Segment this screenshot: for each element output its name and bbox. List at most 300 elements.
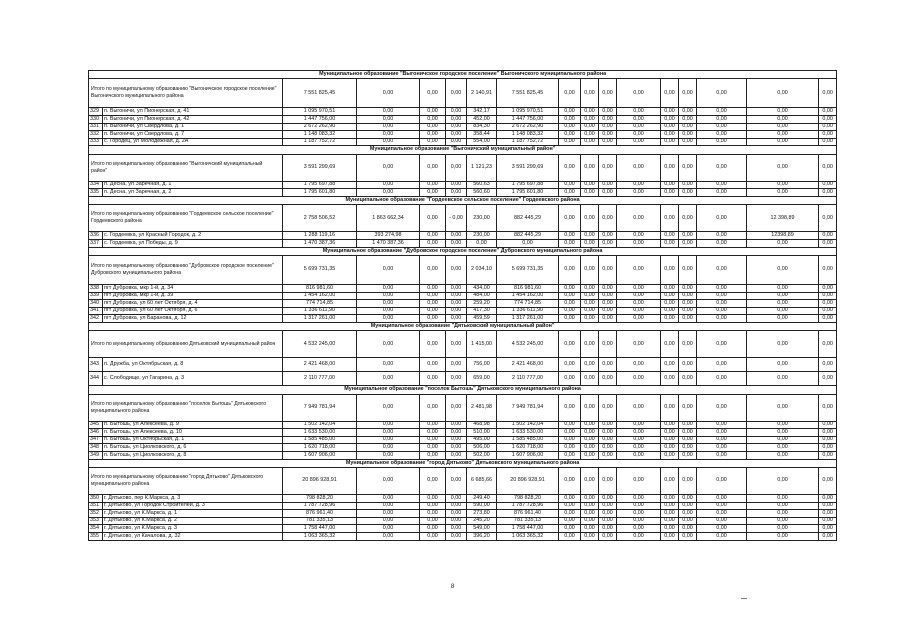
value-cell: 0,00 <box>819 525 837 533</box>
value-cell: 0,00 <box>697 372 747 386</box>
value-cell: 0,00 <box>446 115 467 123</box>
total-cell: 0,00 <box>661 79 679 108</box>
total-cell: 0,00 <box>559 255 581 284</box>
value-cell: 0,00 <box>697 181 747 189</box>
value-cell: 0,00 <box>661 358 679 372</box>
value-cell: 0,00 <box>679 495 697 503</box>
row-number: 335 <box>89 189 103 197</box>
value-cell: 0,00 <box>617 444 661 452</box>
value-cell: 0,00 <box>747 372 819 386</box>
address-cell: с. Слободище, ул Гагарина, д. 3 <box>103 372 283 386</box>
value-cell: 0,00 <box>697 239 747 247</box>
value-cell: 0,00 <box>420 181 446 189</box>
value-cell: 0,00 <box>559 123 581 131</box>
value-cell: 0,00 <box>581 292 599 300</box>
value-cell: 560,60 <box>467 189 497 197</box>
value-cell: 0,00 <box>420 495 446 503</box>
value-cell: 245,20 <box>467 517 497 525</box>
value-cell: 1 317 261,00 <box>283 315 357 323</box>
value-cell: 0,00 <box>446 284 467 292</box>
value-cell: 434,00 <box>467 284 497 292</box>
value-cell: 0,00 <box>599 115 617 123</box>
value-cell: 0,00 <box>819 189 837 197</box>
value-cell: 0,00 <box>661 517 679 525</box>
value-cell: 0,00 <box>679 239 697 247</box>
value-cell: 0,00 <box>819 315 837 323</box>
total-cell: 0,00 <box>697 255 747 284</box>
value-cell: 816 981,60 <box>283 284 357 292</box>
value-cell: 0,00 <box>420 292 446 300</box>
value-cell: 0,00 <box>446 532 467 540</box>
value-cell: 1 795 697,88 <box>283 181 357 189</box>
value-cell: 0,00 <box>420 358 446 372</box>
value-cell: 0,00 <box>617 284 661 292</box>
row-number: 334 <box>89 181 103 189</box>
value-cell: 0,00 <box>559 532 581 540</box>
total-cell: 0,00 <box>661 468 679 495</box>
value-cell: 0,00 <box>661 502 679 510</box>
value-cell: 0,00 <box>599 358 617 372</box>
total-cell: 230,00 <box>467 205 497 232</box>
value-cell: 0,00 <box>617 131 661 139</box>
value-cell: 0,00 <box>420 131 446 139</box>
value-cell: 1 063 365,32 <box>283 532 357 540</box>
value-cell: 0,00 <box>697 444 747 452</box>
value-cell: 0,00 <box>559 452 581 460</box>
value-cell: 0,00 <box>446 189 467 197</box>
total-cell: 0,00 <box>581 255 599 284</box>
value-cell: 0,00 <box>679 452 697 460</box>
value-cell: 0,00 <box>446 181 467 189</box>
value-cell: 0,00 <box>599 307 617 315</box>
value-cell: 0,00 <box>581 429 599 437</box>
value-cell: 0,00 <box>357 108 420 116</box>
total-cell: 0,00 <box>599 79 617 108</box>
value-cell: 0,00 <box>661 315 679 323</box>
total-cell: 0,00 <box>819 154 837 181</box>
section-header: Муниципальное образование "Дубровское городское поселение" Дубровского муниципального района <box>89 247 837 255</box>
value-cell: 0,00 <box>357 123 420 131</box>
value-cell: 0,00 <box>581 517 599 525</box>
value-cell: 0,00 <box>357 452 420 460</box>
total-label: Итого по муниципальному образованию "город Дятьково" Дятьковского муниципального района <box>89 468 283 495</box>
value-cell: 0,00 <box>747 284 819 292</box>
value-cell: 273,80 <box>467 510 497 518</box>
value-cell: 0,00 <box>446 292 467 300</box>
value-cell: 774 714,85 <box>497 300 559 308</box>
value-cell: 0,00 <box>357 292 420 300</box>
value-cell: 0,00 <box>819 232 837 240</box>
value-cell: 0,00 <box>697 502 747 510</box>
total-cell: 0,00 <box>819 331 837 358</box>
value-cell: 0,00 <box>661 421 679 429</box>
value-cell: 0,00 <box>599 315 617 323</box>
value-cell: 0,00 <box>599 510 617 518</box>
section-header-row <box>89 386 837 394</box>
value-cell: 0,00 <box>357 502 420 510</box>
address-cell: п. Выгоничи, ул Свердлова, д. 7 <box>103 131 283 139</box>
table-row <box>89 181 837 189</box>
value-cell: 1 095 970,51 <box>283 108 357 116</box>
value-cell: 2 421 468,00 <box>283 358 357 372</box>
row-number: 329 <box>89 108 103 116</box>
value-cell: 1 787 728,96 <box>283 502 357 510</box>
value-cell: 0,00 <box>617 239 661 247</box>
value-cell: 0,00 <box>559 284 581 292</box>
address-cell: г. Дятьково, ул Городок Строителей, д. 3 <box>103 502 283 510</box>
value-cell: 0,00 <box>446 421 467 429</box>
value-cell: 0,00 <box>559 315 581 323</box>
row-number: 337 <box>89 239 103 247</box>
value-cell: 0,00 <box>357 358 420 372</box>
value-cell: 1 148 083,32 <box>497 131 559 139</box>
value-cell: 0,00 <box>420 138 446 146</box>
value-cell: 0,00 <box>559 239 581 247</box>
total-label: Итого по муниципальному образованию "Выгоничское городское поселение" Выгоничского муниципального района <box>89 79 283 108</box>
value-cell: 1 454 162,00 <box>283 292 357 300</box>
value-cell: 0,00 <box>819 108 837 116</box>
value-cell: 1 795 601,80 <box>283 189 357 197</box>
value-cell: 0,00 <box>617 372 661 386</box>
value-cell: 0,00 <box>357 138 420 146</box>
value-cell: 0,00 <box>446 307 467 315</box>
value-cell: 0,00 <box>446 525 467 533</box>
table-row <box>89 495 837 503</box>
value-cell: 0,00 <box>497 239 559 247</box>
value-cell: 0,00 <box>661 510 679 518</box>
value-cell: 0,00 <box>581 502 599 510</box>
value-cell: 0,00 <box>559 181 581 189</box>
value-cell: 0,00 <box>446 517 467 525</box>
value-cell: 0,00 <box>661 429 679 437</box>
total-cell: 0,00 <box>446 255 467 284</box>
row-number: 347 <box>89 436 103 444</box>
value-cell: 1 095 970,51 <box>497 108 559 116</box>
section-header: Муниципальное образование "город Дятьково" Дятьковского муниципального района <box>89 459 837 467</box>
total-cell: 0,00 <box>357 79 420 108</box>
row-number: 351 <box>89 502 103 510</box>
total-cell: 0,00 <box>819 79 837 108</box>
value-cell: 0,00 <box>420 307 446 315</box>
table-row <box>89 315 837 323</box>
value-cell: 0,00 <box>747 189 819 197</box>
value-cell: 0,00 <box>819 358 837 372</box>
total-cell: 1 863 662,34 <box>357 205 420 232</box>
value-cell: 0,00 <box>697 525 747 533</box>
total-cell: 1 121,23 <box>467 154 497 181</box>
section-header-row <box>89 247 837 255</box>
total-cell: 0,00 <box>747 468 819 495</box>
address-cell: г. Дятьково, ул Качалова, д. 32 <box>103 532 283 540</box>
value-cell: 0,00 <box>679 284 697 292</box>
value-cell: 0,00 <box>581 421 599 429</box>
value-cell: 0,00 <box>559 517 581 525</box>
total-cell: 0,00 <box>357 154 420 181</box>
value-cell: 0,00 <box>679 517 697 525</box>
total-cell: 0,00 <box>420 205 446 232</box>
address-cell: п. Десна, ул Заречная, д. 1 <box>103 181 283 189</box>
total-cell: 4 532 245,00 <box>283 331 357 358</box>
address-cell: пгт Дубровка, мкр 1-й, д. 39 <box>103 292 283 300</box>
value-cell: 0,00 <box>617 181 661 189</box>
value-cell: 0,00 <box>559 525 581 533</box>
total-cell: 0,00 <box>747 154 819 181</box>
table-row <box>89 239 837 247</box>
value-cell: 1 633 530,00 <box>497 429 559 437</box>
value-cell: 0,00 <box>559 358 581 372</box>
value-cell: 0,00 <box>446 429 467 437</box>
value-cell: 0,00 <box>747 108 819 116</box>
total-cell: 0,00 <box>581 79 599 108</box>
total-cell: 0,00 <box>420 394 446 421</box>
value-cell: 0,00 <box>446 138 467 146</box>
value-cell: 0,00 <box>661 307 679 315</box>
value-cell: 1 454 162,00 <box>497 292 559 300</box>
value-cell: 0,00 <box>679 300 697 308</box>
value-cell: 0,00 <box>559 115 581 123</box>
value-cell: 0,00 <box>446 502 467 510</box>
value-cell: 0,00 <box>697 115 747 123</box>
section-total-row <box>89 205 837 232</box>
total-cell: 0,00 <box>599 154 617 181</box>
total-label: Итого по муниципальному образованию "Выгоничский муниципальный район" <box>89 154 283 181</box>
value-cell: 393 274,98 <box>357 232 420 240</box>
total-cell: 0,00 <box>599 468 617 495</box>
total-cell: 0,00 <box>420 79 446 108</box>
value-cell: 0,00 <box>661 292 679 300</box>
value-cell: 0,00 <box>697 284 747 292</box>
total-cell: 0,00 <box>446 468 467 495</box>
table-row <box>89 189 837 197</box>
total-cell: 0,00 <box>679 394 697 421</box>
value-cell: 0,00 <box>819 436 837 444</box>
total-cell: 0,00 <box>697 394 747 421</box>
value-cell: 259,20 <box>467 300 497 308</box>
value-cell: 0,00 <box>446 452 467 460</box>
value-cell: 0,00 <box>446 444 467 452</box>
total-cell: 0,00 <box>420 468 446 495</box>
value-cell: 0,00 <box>617 502 661 510</box>
value-cell: 0,00 <box>697 495 747 503</box>
value-cell: 0,00 <box>357 421 420 429</box>
value-cell: 0,00 <box>697 108 747 116</box>
total-cell: 0,00 <box>679 255 697 284</box>
value-cell: 0,00 <box>446 358 467 372</box>
value-cell: 0,00 <box>819 123 837 131</box>
value-cell: 0,00 <box>357 525 420 533</box>
value-cell: 0,00 <box>599 444 617 452</box>
value-cell: 0,00 <box>357 372 420 386</box>
value-cell: 0,00 <box>599 452 617 460</box>
value-cell: 0,00 <box>661 189 679 197</box>
address-cell: п. Дружба, ул Октябрьская, д. 8 <box>103 358 283 372</box>
value-cell: 1 187 752,72 <box>283 138 357 146</box>
value-cell: 0,00 <box>747 307 819 315</box>
total-cell: 0,00 <box>581 468 599 495</box>
value-cell: 0,00 <box>617 108 661 116</box>
value-cell: 0,00 <box>617 138 661 146</box>
value-cell: 0,00 <box>599 292 617 300</box>
address-cell: г. Дятьково, ул К.Маркса, д. 2 <box>103 517 283 525</box>
section-header: Муниципальное образование "Выгоничское городское поселение" Выгоничского муниципального района <box>89 71 837 79</box>
value-cell: 0,00 <box>679 138 697 146</box>
section-total-row <box>89 79 837 108</box>
row-number: 352 <box>89 510 103 518</box>
value-cell: 0,00 <box>747 131 819 139</box>
table-row <box>89 108 837 116</box>
value-cell: 0,00 <box>661 436 679 444</box>
value-cell: 0,00 <box>357 189 420 197</box>
total-cell: 7 551 825,45 <box>497 79 559 108</box>
total-cell: 0,00 <box>661 394 679 421</box>
register-sheet <box>88 70 836 541</box>
value-cell: 0,00 <box>747 436 819 444</box>
value-cell: 1 795 697,88 <box>497 181 559 189</box>
value-cell: 0,00 <box>581 300 599 308</box>
value-cell: 0,00 <box>581 232 599 240</box>
value-cell: 358,44 <box>467 131 497 139</box>
value-cell: 0,00 <box>420 444 446 452</box>
value-cell: 0,00 <box>559 138 581 146</box>
total-label: Итого по муниципальному образованию Дятьковский муниципальный район <box>89 331 283 358</box>
total-cell: 5 699 731,35 <box>497 255 559 284</box>
row-number: 336 <box>89 232 103 240</box>
value-cell: 0,00 <box>581 358 599 372</box>
value-cell: 0,00 <box>420 525 446 533</box>
value-cell: 1 758 447,00 <box>497 525 559 533</box>
table-row <box>89 517 837 525</box>
section-header: Муниципальное образование "Дятьковский муниципальный район" <box>89 322 837 330</box>
value-cell: 0,00 <box>819 115 837 123</box>
value-cell: 0,00 <box>697 429 747 437</box>
value-cell: 781 335,13 <box>283 517 357 525</box>
value-cell: 0,00 <box>697 358 747 372</box>
value-cell: 1 607 906,00 <box>497 452 559 460</box>
total-cell: 0,00 <box>617 468 661 495</box>
value-cell: 0,00 <box>661 372 679 386</box>
value-cell: 0,00 <box>679 315 697 323</box>
value-cell: 0,00 <box>747 525 819 533</box>
address-cell: с. Гордеевка, ул Красный Городок, д. 2 <box>103 232 283 240</box>
address-cell: пгт Дубровка, ул 60 лет Октября, д. 6 <box>103 307 283 315</box>
value-cell: 0,00 <box>357 510 420 518</box>
value-cell: 0,00 <box>679 232 697 240</box>
value-cell: 0,00 <box>697 131 747 139</box>
value-cell: 0,00 <box>420 421 446 429</box>
total-cell: 0,00 <box>697 331 747 358</box>
value-cell: 0,00 <box>446 239 467 247</box>
value-cell: 0,00 <box>819 292 837 300</box>
total-cell: 0,00 <box>617 331 661 358</box>
value-cell: 1 336 611,90 <box>283 307 357 315</box>
section-header: Муниципальное образование "Выгоничский муниципальный район" <box>89 146 837 154</box>
value-cell: 0,00 <box>599 495 617 503</box>
value-cell: 2 672 262,90 <box>497 123 559 131</box>
total-cell: 0,00 <box>617 79 661 108</box>
section-total-row <box>89 331 837 358</box>
table-row <box>89 372 837 386</box>
total-cell: 7 551 825,45 <box>283 79 357 108</box>
value-cell: 0,00 <box>679 108 697 116</box>
table-row <box>89 138 837 146</box>
value-cell: 0,00 <box>697 292 747 300</box>
value-cell: 0,00 <box>581 108 599 116</box>
address-cell: г. Дятьково, пер К.Маркса, д. 3 <box>103 495 283 503</box>
value-cell: 1 585 485,00 <box>283 436 357 444</box>
address-cell: пгт Дубровка, мкр 1-й, д. 34 <box>103 284 283 292</box>
total-cell: 0,00 <box>420 255 446 284</box>
value-cell: 0,00 <box>581 510 599 518</box>
table-row <box>89 307 837 315</box>
value-cell: 0,00 <box>679 444 697 452</box>
value-cell: 0,00 <box>819 502 837 510</box>
address-cell: п. Десна, ул Заречная, д. 2 <box>103 189 283 197</box>
total-cell: 0,00 <box>559 154 581 181</box>
value-cell: 0,00 <box>679 372 697 386</box>
address-cell: п. Бытошь, ул Алексеева, д. 9 <box>103 421 283 429</box>
value-cell: 0,00 <box>446 315 467 323</box>
value-cell: 0,00 <box>420 517 446 525</box>
value-cell: 0,00 <box>697 138 747 146</box>
scan-mark <box>741 598 747 599</box>
total-cell: 0,00 <box>559 79 581 108</box>
section-header-row <box>89 196 837 204</box>
value-cell: 0,00 <box>599 239 617 247</box>
value-cell: 0,00 <box>357 532 420 540</box>
value-cell: 468,98 <box>467 421 497 429</box>
value-cell: 342,17 <box>467 108 497 116</box>
table-row <box>89 300 837 308</box>
address-cell: с. Городец, ул Молодежная, д. 2А <box>103 138 283 146</box>
total-cell: 0,00 <box>357 255 420 284</box>
table-body <box>89 71 837 541</box>
value-cell: 0,00 <box>747 181 819 189</box>
row-number: 332 <box>89 131 103 139</box>
value-cell: 0,00 <box>679 525 697 533</box>
value-cell: 0,00 <box>446 108 467 116</box>
value-cell: 0,00 <box>559 502 581 510</box>
address-cell: с. Гордеевка, ул Победы, д. 9 <box>103 239 283 247</box>
page-number: 8 <box>450 584 455 590</box>
value-cell: 659,00 <box>467 372 497 386</box>
total-cell: 0,00 <box>617 394 661 421</box>
section-total-row <box>89 394 837 421</box>
value-cell: 0,00 <box>661 284 679 292</box>
section-total-row <box>89 468 837 495</box>
total-cell: 2 481,98 <box>467 394 497 421</box>
value-cell: 230,00 <box>467 232 497 240</box>
value-cell: 0,00 <box>559 300 581 308</box>
value-cell: 0,00 <box>559 131 581 139</box>
address-cell: г. Дятьково, ул К.Маркса, д. 1 <box>103 510 283 518</box>
value-cell: 0,00 <box>446 495 467 503</box>
total-cell: 0,00 <box>661 255 679 284</box>
row-number: 354 <box>89 525 103 533</box>
total-label: Итого по муниципальному образованию "Дубровское городское поселение" Дубровского муниципального района <box>89 255 283 284</box>
value-cell: 1 585 485,00 <box>497 436 559 444</box>
value-cell: 0,00 <box>617 300 661 308</box>
value-cell: 0,00 <box>747 452 819 460</box>
value-cell: 0,00 <box>446 372 467 386</box>
address-cell: п. Выгоничи, ул Пионерская, д. 41 <box>103 108 283 116</box>
total-cell: 12 398,89 <box>747 205 819 232</box>
value-cell: 0,00 <box>747 239 819 247</box>
total-cell: 0,00 <box>747 79 819 108</box>
total-cell: 0,00 <box>420 154 446 181</box>
value-cell: 0,00 <box>617 232 661 240</box>
value-cell: 0,00 <box>420 532 446 540</box>
value-cell: 0,00 <box>420 239 446 247</box>
